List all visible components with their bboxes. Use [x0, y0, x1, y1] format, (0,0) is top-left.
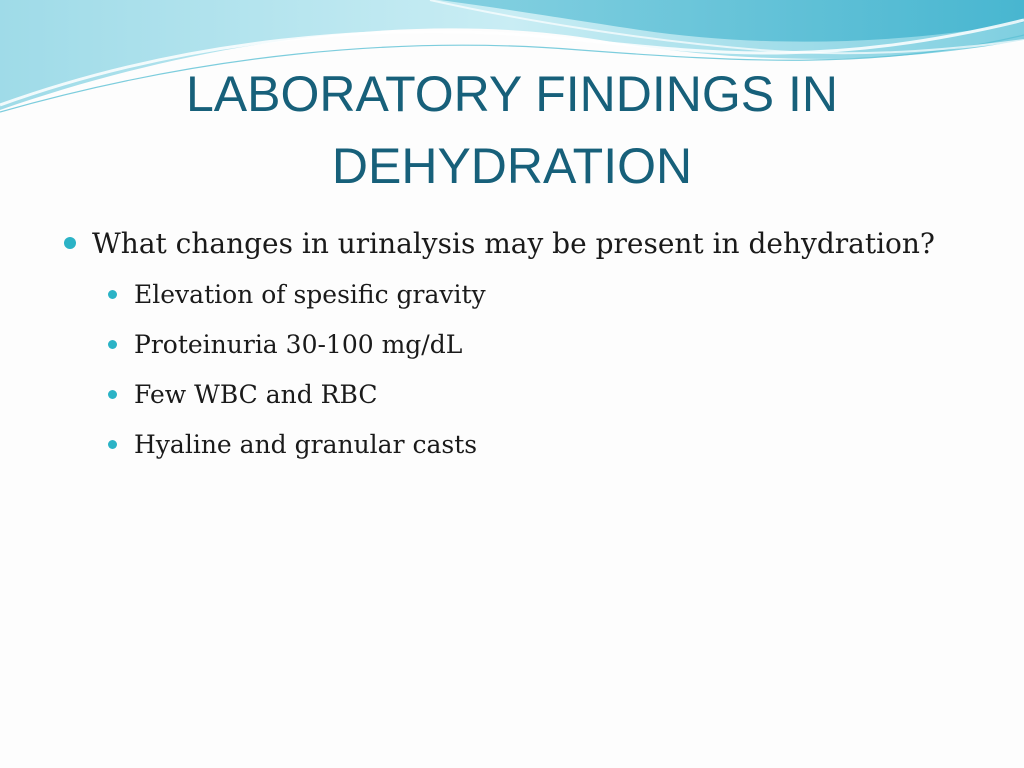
filled-circle-icon — [108, 340, 117, 349]
sub-bullet-list — [62, 270, 962, 470]
bullet-main — [62, 222, 962, 266]
filled-circle-icon — [108, 290, 117, 299]
filled-circle-icon — [64, 237, 76, 249]
filled-circle-icon — [108, 440, 117, 449]
sub-bullet-text: Few WBC and RBC — [134, 380, 378, 409]
sub-bullet-item — [62, 420, 962, 470]
sub-bullet-item — [62, 370, 962, 420]
bullet-main-text: What changes in urinalysis may be present in dehydration? — [92, 227, 935, 260]
sub-bullet-item — [62, 270, 962, 320]
sub-bullet-item — [62, 320, 962, 370]
sub-bullet-text: Elevation of spesific gravity — [134, 280, 486, 309]
slide-title: LABORATORY FINDINGS IN DEHYDRATION — [185, 66, 838, 194]
sub-bullet-text: Proteinuria 30-100 mg/dL — [134, 330, 463, 359]
filled-circle-icon — [108, 390, 117, 399]
slide-content — [62, 222, 962, 470]
sub-bullet-text: Hyaline and granular casts — [134, 430, 478, 459]
